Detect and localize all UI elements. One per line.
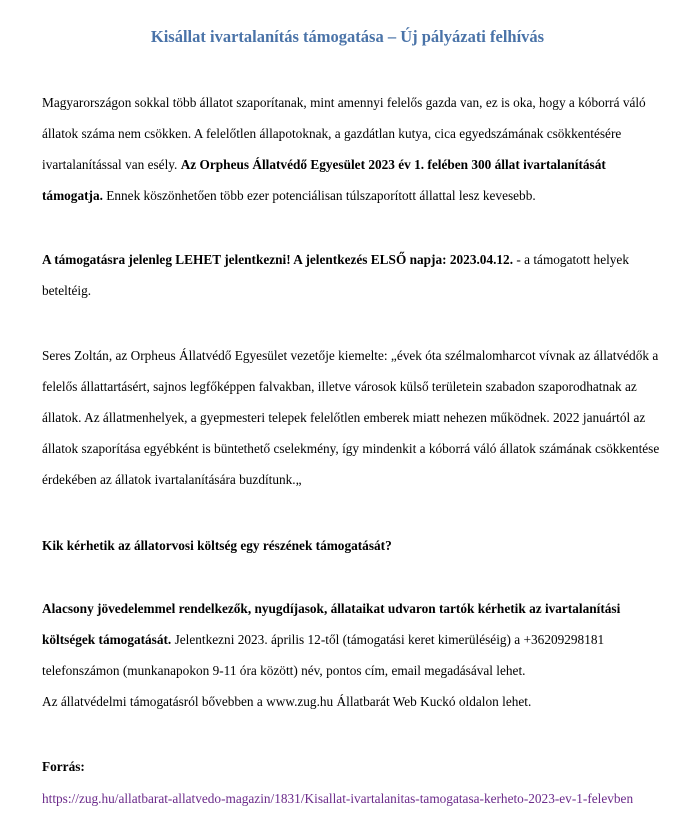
- notice-paragraph: [42, 244, 662, 306]
- eligibility-bold-text: Alacsony jövedelemmel rendelkezők, nyugdíjasok, állataikat udvaron tartók kérhetik az ivartalanítási költségek támogatását.: [42, 601, 621, 647]
- intro-paragraph: [42, 87, 662, 211]
- notice-text: - a támogatott helyek beteltéig.: [42, 252, 629, 298]
- source-link[interactable]: https://zug.hu/allatbarat-allatvedo-magazin/1831/Kisallat-ivartalanitas-tamogatasa-kerheto-2023-ev-1-felevben: [42, 791, 634, 806]
- eligibility-text: Jelentkezni 2023. április 12-től (támogatási keret kimerüléséig) a +36209298181 telefonszámon (munkanapokon 9-11 óra között) név, pontos cím, email megadásával lehet.: [42, 632, 605, 678]
- intro-text-1: Magyarországon sokkal több állatot szaporítanak, mint amennyi felelős gazda van, ez is oka, hogy a kóborrá váló állatok száma nem csökken. A felelőtlen állapotoknak, a gazdátlan kutya, cica egyedszámának csökkentésére ivartalanítással van esély.: [42, 95, 646, 172]
- page-title: Kisállat ivartalanítás támogatása – Új pályázati felhívás: [150, 27, 545, 46]
- intro-bold-text: Az Orpheus Állatvédő Egyesület 2023 év 1. felében 300 állat ivartalanítását támogatja.: [42, 157, 606, 203]
- question-heading: Kik kérhetik az állatorvosi költség egy részének támogatását?: [42, 538, 392, 553]
- eligibility-paragraph: [42, 593, 662, 686]
- more-info-paragraph: Az állatvédelmi támogatásról bővebben a www.zug.hu Állatbarát Web Kuckó oldalon lehet.: [42, 694, 532, 709]
- source-link-paragraph: [42, 783, 682, 814]
- quote-paragraph: Seres Zoltán, az Orpheus Állatvédő Egyesület vezetője kiemelte: „évek óta szélmalomharcot vívnak az állatvédők a felelős állattartásért, sajnos legfőképpen falvakban, illetve városok külső területein szabadon szaporodhatnak az állatok. Az állatmenhelyek, a gyepmesteri telepek felelőtlen emberek miatt nehezen működnek. 2022 januártól az állatok szaporítása egyébként is büntethető cselekmény, így mindenkit a kóborrá váló állatok számának csökkentése érdekében az állatok ivartalanítására buzdítunk.„: [42, 348, 660, 487]
- intro-text-2: Ennek köszönhetően több ezer potenciálisan túlszaporított állattal lesz kevesebb.: [102, 188, 536, 203]
- source-label: Forrás:: [42, 759, 85, 774]
- notice-bold-text: A támogatásra jelenleg LEHET jelentkezni! A jelentkezés ELSŐ napja: 2023.04.12.: [42, 252, 514, 267]
